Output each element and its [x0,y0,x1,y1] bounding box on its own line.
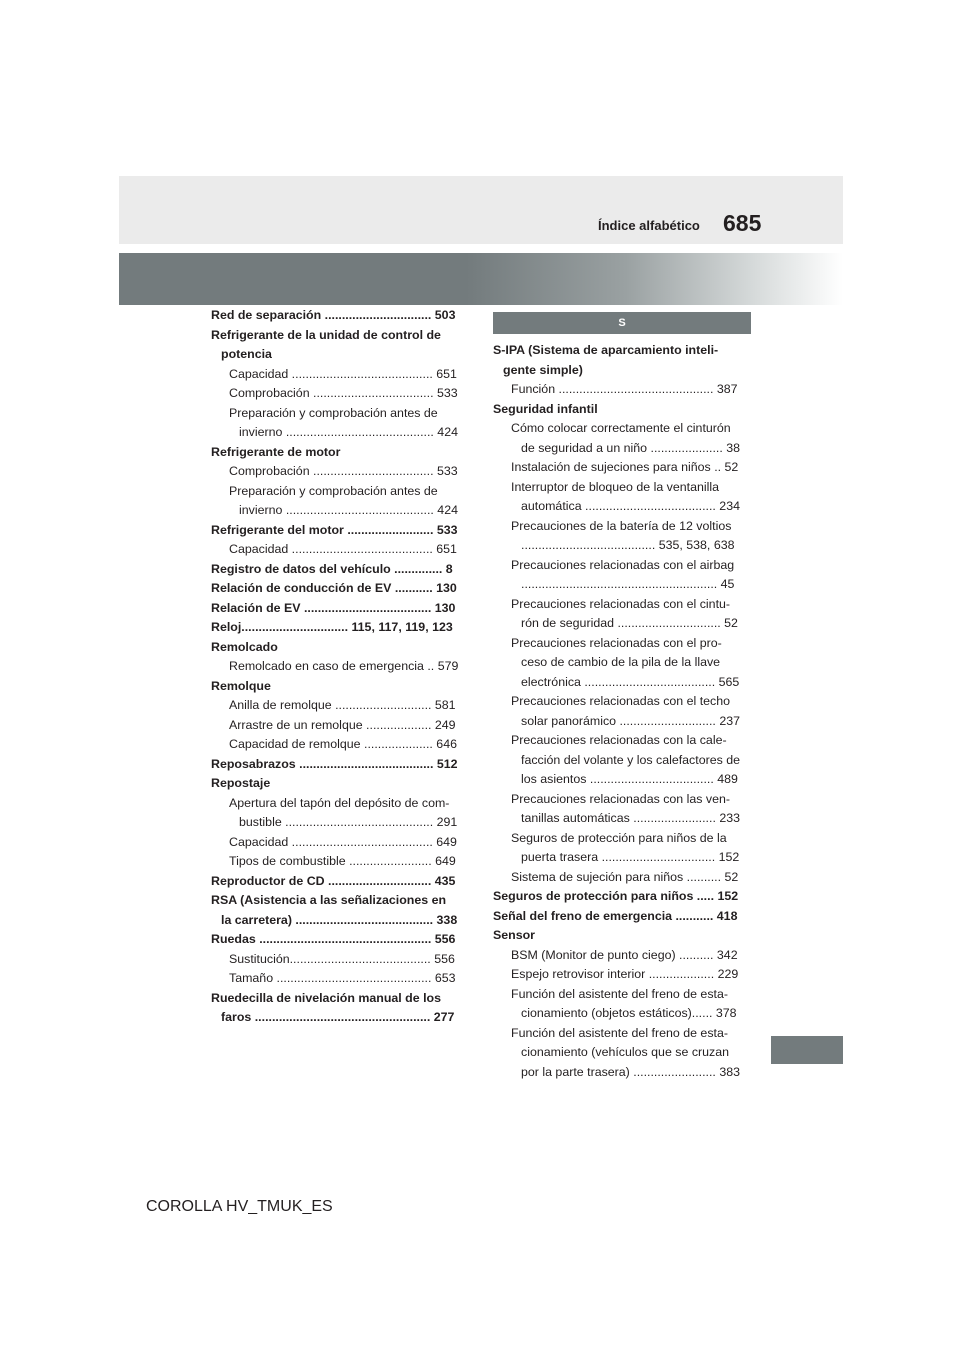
index-entry: Espejo retrovisor interior ................... 229 [511,967,739,981]
index-entry: Tamaño ............................................. 653 [229,971,456,985]
page-number: 685 [723,210,762,236]
index-entry: Comprobación ................................... 533 [229,464,458,478]
index-entry: bustible ........................................... 291 [239,815,458,829]
index-entry: Remolque [211,678,271,693]
thumb-index-tab [771,1036,843,1064]
index-entry: electrónica ...................................... 565 [521,674,740,689]
index-entry: Precauciones relacionadas con el airbag [511,557,735,572]
letter-section-header: S [493,312,751,334]
index-entry: faros ................................................... 277 [221,1010,455,1024]
index-entry: RSA (Asistencia a las señalizaciones en [211,893,447,907]
index-entry: Reloj............................... 115, 117, 119, 123 [211,620,453,634]
index-entry: potencia [221,347,272,361]
index-entry: de seguridad a un niño ..................... 38 [521,440,741,455]
index-entry: Cómo colocar correctamente el cinturón [511,421,731,435]
index-entry: los asientos .................................... 489 [521,772,738,786]
index-entry: rón de seguridad .............................. 52 [521,616,738,630]
index-entry: Registro de datos del vehículo .............. 8 [211,561,453,576]
index-entry: Repostaje [211,776,271,790]
index-entry: Seguridad infantil [493,401,598,416]
index-entry: facción del volante y los calefactores de [521,752,741,767]
index-entry: invierno ........................................... 424 [239,503,458,517]
index-entry: Relación de conducción de EV ........... 130 [211,581,457,595]
index-entry: automática ...................................... 234 [521,499,740,513]
index-entry: Reposabrazos ....................................... 512 [211,756,458,771]
index-entry: Refrigerante de la unidad de control de [211,327,441,342]
index-entry: Función del asistente del freno de esta- [511,986,728,1001]
index-entry: Instalación de sujeciones para niños .. 52 [511,460,739,474]
index-entry: Seguros de protección para niños ..... 152 [493,889,739,903]
index-entry: Refrigerante del motor ......................... 533 [211,522,458,537]
index-entry: gente simple) [503,362,583,377]
index-entry: Red de separación ............................... 503 [211,308,456,322]
index-list-right [493,341,744,1082]
index-entry: ceso de cambio de la pila de la llave [521,655,721,669]
index-entry: tanillas automáticas ........................ 233 [521,811,740,825]
index-entry: Seguros de protección para niños de la [511,830,727,845]
index-entry: solar panorámico ............................ 237 [521,713,740,728]
index-entry: Preparación y comprobación antes de [229,483,438,498]
index-entry: Precauciones relacionadas con el techo [511,694,731,708]
index-entry: Sensor [493,928,536,942]
index-entry: S-IPA (Sistema de aparcamiento inteli- [493,343,719,357]
index-entry: ......................................................... 45 [521,577,735,591]
index-entry: Función del asistente del freno de esta- [511,1025,728,1040]
index-entry: Sustitución......................................... 556 [229,951,455,966]
index-entry: cionamiento (objetos estáticos)...... 378 [521,1006,737,1020]
index-entry: Señal del freno de emergencia ........... 418 [493,908,738,923]
index-entry: Apertura del tapón del depósito de com- [229,795,450,810]
index-entry: Remolcado [211,639,278,654]
index-entry: BSM (Monitor de punto ciego) .......... 342 [511,947,738,962]
index-entry: Capacidad ......................................... 651 [229,542,457,556]
index-entry: Función ............................................. 387 [511,382,738,396]
index-entry: Comprobación ................................... 533 [229,386,458,400]
index-entry: Reproductor de CD .............................. 435 [211,873,456,888]
index-entry: Precauciones relacionadas con el cintu- [511,596,731,611]
index-entry: Arrastre de un remolque ................... 249 [229,717,456,732]
index-entry: Ruedecilla de nivelación manual de los [211,990,441,1005]
index-entry: Precauciones relacionadas con las ven- [511,791,731,806]
index-entry: Precauciones relacionadas con la cale- [511,733,727,747]
index-entry: Capacidad ......................................... 651 [229,366,457,381]
index-entry: Capacidad de remolque .................... 646 [229,737,457,751]
document-footer: COROLLA HV_TMUK_ES [146,1198,333,1215]
index-entry: invierno ........................................... 424 [239,425,458,439]
index-entry: ....................................... 535, 538, 638 [521,538,735,552]
index-entry: por la parte trasera) ........................ 383 [521,1064,740,1079]
index-entry: Preparación y comprobación antes de [229,405,438,420]
index-column-left [211,306,463,1028]
index-entry: Interruptor de bloqueo de la ventanilla [511,479,720,494]
index-entry: Refrigerante de motor [211,444,341,459]
index-entry: puerta trasera ................................. 152 [521,850,740,864]
index-entry: Remolcado en caso de emergencia .. 579 [229,659,459,673]
index-column-right [493,306,744,1082]
index-entry: Sistema de sujeción para niños .......... 52 [511,869,739,884]
decorative-gradient-bar [119,253,843,305]
index-entry: Capacidad ......................................... 649 [229,834,457,849]
index-entry: Tipos de combustible ........................ 649 [229,854,456,868]
section-title: Índice alfabético [598,218,700,233]
index-entry: Ruedas .................................................. 556 [211,932,456,946]
index-entry: cionamiento (vehículos que se cruzan [521,1045,730,1059]
index-entry: Precauciones de la batería de 12 voltios [511,518,732,533]
index-entry: Precauciones relacionadas con el pro- [511,635,722,650]
index-entry: la carretera) ........................................ 338 [221,912,458,927]
index-entry: Relación de EV ..................................... 130 [211,600,456,615]
index-entry: Anilla de remolque ............................ 581 [229,698,456,712]
